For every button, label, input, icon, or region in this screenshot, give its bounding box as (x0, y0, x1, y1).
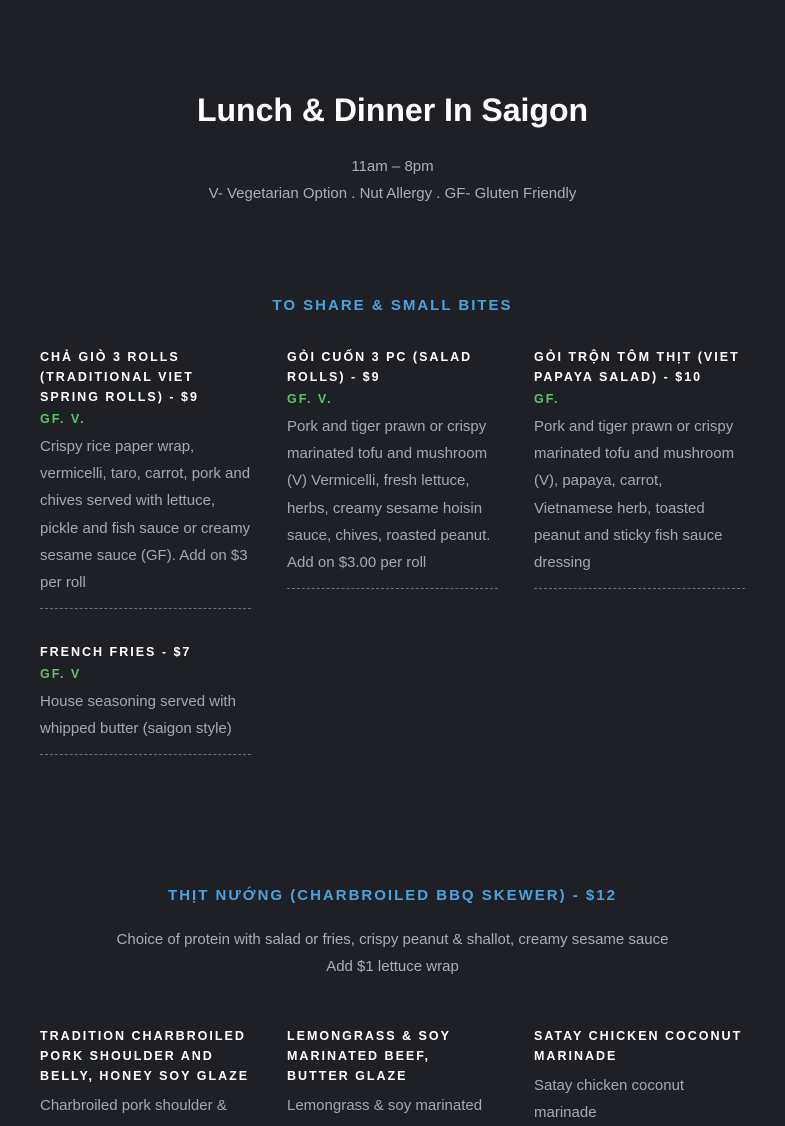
menu-item (534, 347, 745, 589)
menu-item-name: LEMONGRASS & SOY MARINATED BEEF, BUTTER GLAZE (287, 1029, 451, 1083)
menu-item-tags: GF. V (40, 667, 82, 681)
item-divider (534, 588, 745, 589)
menu-item-description: Satay chicken coconut marinade (534, 1077, 685, 1122)
menu-item (287, 1026, 498, 1119)
menu-item-name: GỎI TRỘN TÔM THỊT (VIET PAPAYA SALAD) - $10 (534, 350, 740, 384)
item-divider (287, 588, 498, 589)
menu-item-name: SATAY CHICKEN COCONUT MARINADE (534, 1029, 743, 1063)
menu-item-description: Pork and tiger prawn or crispy marinated tofu and mushroom (V), papaya, carrot, Vietnamese herb, toasted peanut and sticky fish sauce dressing (534, 418, 735, 572)
menu-item-description: House seasoning served with whipped butter (saigon style) (40, 693, 236, 738)
menu-item-name: FRENCH FRIES - $7 (40, 645, 192, 659)
page-title: Lunch & Dinner In Saigon (196, 92, 589, 128)
menu-item-tags: GF. (534, 392, 560, 406)
menu-item (40, 1026, 251, 1119)
section-title-bbq-skewer: THỊT NƯỚNG (CHARBROILED BBQ SKEWER) - $12 (168, 887, 617, 904)
menu-item-description: Lemongrass & soy marinated (287, 1097, 483, 1114)
menu-item-name: CHẢ GIÒ 3 ROLLS (TRADITIONAL VIET SPRING ROLLS) - $9 (40, 350, 199, 404)
menu-item (40, 642, 251, 755)
opening-hours: 11am – 8pm (351, 158, 434, 175)
menu-item (534, 1026, 745, 1126)
menu-item (287, 347, 498, 589)
dietary-legend: V- Vegetarian Option . Nut Allergy . GF- Gluten Friendly (208, 185, 577, 202)
menu-item-name: GỎI CUỐN 3 PC (SALAD ROLLS) - $9 (287, 350, 473, 384)
item-divider (40, 754, 251, 755)
menu-item-description: Charbroiled pork shoulder & (40, 1097, 227, 1114)
menu-item-name: TRADITION CHARBROILED PORK SHOULDER AND BELLY, HONEY SOY GLAZE (40, 1029, 250, 1083)
section-addon-note: Add $1 lettuce wrap (326, 958, 459, 975)
menu-item-tags: GF. V. (40, 412, 86, 426)
section-description: Choice of protein with salad or fries, crispy peanut & shallot, creamy sesame sauce (116, 931, 669, 948)
menu-item-tags: GF. V. (287, 392, 333, 406)
menu-item-description: Pork and tiger prawn or crispy marinated tofu and mushroom (V) Vermicelli, fresh lettuce, herbs, creamy sesame hoisin sauce, chives, roasted peanut. Add on $3.00 per roll (287, 418, 491, 572)
menu-item-description: Crispy rice paper wrap, vermicelli, taro, carrot, pork and chives served with lettuce, pickle and fish sauce or creamy sesame sauce (GF). Add on $3 per roll (40, 438, 251, 592)
item-divider (40, 608, 251, 609)
section-title-small-bites: TO SHARE & SMALL BITES (272, 297, 513, 314)
menu-item (40, 347, 251, 609)
